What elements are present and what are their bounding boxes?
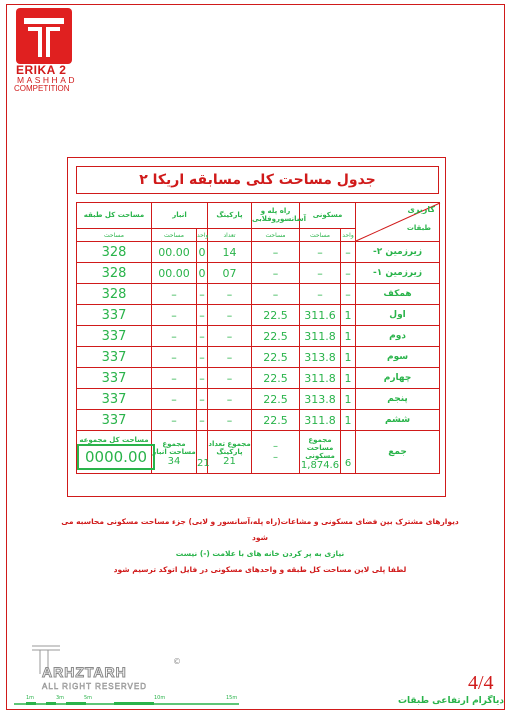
sub-area: مساحت [77,229,152,242]
cell-floor-name: سوم [356,347,440,368]
cell-storage-area: – [152,389,197,410]
cell-res-unit: – [341,284,356,305]
header-usage-floors [356,203,440,242]
cell-parking: – [208,410,252,431]
cell-storage-unit: – [197,326,208,347]
header-residential: مسکونی [300,203,356,229]
summary-parking-value: 21 [223,455,236,467]
note-line-2: نیازی به پر کردن خانه های با علامت (-) نیست [175,549,345,558]
cell-stair: 22.5 [252,326,300,347]
table-title: جدول مساحت کلی مسابقه اریکا ۲ [76,166,439,194]
cell-floor-name: زیرزمین ۲- [356,242,440,263]
cell-res-area: 311.6 [300,305,341,326]
table-row [77,263,440,284]
sub-res-area: مساحت [300,229,341,242]
summary-stair-label: – [273,441,279,452]
cell-storage-area: – [152,368,197,389]
cell-floor-name: دوم [356,326,440,347]
cell-storage-area: 00.00 [152,263,197,284]
cell-parking: – [208,305,252,326]
cell-res-area: – [300,284,341,305]
registered-mark: © [173,657,181,666]
cell-res-unit: 1 [341,347,356,368]
cell-res-unit: – [341,263,356,284]
table-row [77,347,440,368]
table-row [77,368,440,389]
summary-res-area: 1,874.6 [300,459,340,471]
cell-floor-name: زیرزمین ۱- [356,263,440,284]
cell-res-unit: – [341,242,356,263]
summary-res-unit: 6 [341,431,356,474]
header-storage: انبار [152,203,208,229]
erika-logo [16,8,72,64]
header-floors: طبقات [406,224,432,232]
cell-parking: – [208,326,252,347]
cell-res-area: 313.8 [300,347,341,368]
t-logo-icon [16,8,72,64]
table-row [77,326,440,347]
cell-floor-name: چهارم [356,368,440,389]
note-line-1: دیوارهای مشترک بین فضای مسکونی و مشاعات(راه پله،آسانسور و لابی) جزء مساحت مسکونی محاسبه می شود [61,517,459,542]
summary-area-total [77,431,152,474]
cell-storage-area: – [152,305,197,326]
header-area-total: مساحت کل طبقه [77,203,152,229]
cell-parking: – [208,389,252,410]
header-usage: کاربری [407,205,436,214]
cell-res-unit: 1 [341,389,356,410]
scale-label-4: 10m [154,695,166,701]
cell-res-unit: 1 [341,368,356,389]
scale-label-3: 5m [84,695,93,701]
cell-res-area: 311.8 [300,326,341,347]
cell-stair: 22.5 [252,410,300,431]
rights-text: ALL RIGHT RESERVED [42,682,147,691]
summary-storage [152,431,197,474]
cell-parking: 07 [208,263,252,284]
cell-res-unit: 1 [341,305,356,326]
summary-storage-area: 34 [167,455,181,467]
cell-stair: 22.5 [252,389,300,410]
cell-res-area: 313.8 [300,389,341,410]
cell-area: 328 [77,284,152,305]
cell-area: 337 [77,305,152,326]
cell-area: 328 [77,263,152,284]
summary-stair [252,431,300,474]
summary-row [77,431,440,474]
header-stair: راه پله و آسانسوروفلابی [252,203,300,229]
summary-stair-value: – [273,452,279,463]
scale-label-5: 15m [226,695,238,701]
table-row [77,410,440,431]
cell-storage-unit: – [197,347,208,368]
cell-res-area: 311.8 [300,368,341,389]
table-row [77,242,440,263]
brand-line-1: ERIKA 2 [16,63,67,77]
cell-parking: – [208,347,252,368]
summary-storage-label: مجموع مساحت انبار [152,439,196,456]
cell-storage-area: – [152,410,197,431]
cell-floor-name: پنجم [356,389,440,410]
cell-floor-name: همکف [356,284,440,305]
summary-parking-label: مجموع تعداد پارکینگ [208,439,251,456]
summary-parking [208,431,252,474]
cell-storage-unit: 0 [197,242,208,263]
cell-parking: 14 [208,242,252,263]
cell-stair: – [252,242,300,263]
brand-line-3: COMPETITION [14,84,70,93]
cell-stair: 22.5 [252,305,300,326]
cell-stair: 22.5 [252,368,300,389]
cell-res-area: – [300,242,341,263]
cell-floor-name: ششم [356,410,440,431]
cell-storage-area: 00.00 [152,242,197,263]
cell-stair: 22.5 [252,347,300,368]
area-table [76,202,440,474]
scale-label-2: 3m [56,695,65,701]
cell-res-area: 311.8 [300,410,341,431]
summary-label: جمع [356,431,440,474]
summary-area-total-label: مساحت کل مجموعه [79,436,149,444]
note-line-3: لطفا پلی لاین مساحت کل طبقه و واحدهای مسکونی در فایل اتوکد ترسیم شود [113,565,407,574]
sub-storage-unit: واحد [197,229,208,242]
cell-area: 337 [77,410,152,431]
summary-area-total-value: 0000.00 [77,444,155,470]
cell-parking: – [208,368,252,389]
sub-parking-count: تعداد [208,229,252,242]
cell-area: 337 [77,347,152,368]
cell-storage-area: – [152,284,197,305]
table-row [77,389,440,410]
cell-storage-unit: 0 [197,263,208,284]
cell-res-area: – [300,263,341,284]
brand-line-2: MASHHAD [17,75,78,85]
cell-storage-unit: – [197,284,208,305]
page-number: 4/4 [468,672,494,694]
cell-storage-area: – [152,326,197,347]
cell-area: 337 [77,368,152,389]
cell-stair: – [252,284,300,305]
cell-storage-unit: – [197,368,208,389]
cell-area: 337 [77,326,152,347]
cell-parking: – [208,284,252,305]
table-row [77,284,440,305]
cell-floor-name: اول [356,305,440,326]
cell-storage-unit: – [197,389,208,410]
cell-res-unit: 1 [341,326,356,347]
cell-stair: – [252,263,300,284]
scale-label-1: 1m [26,695,35,701]
sub-stair-area: مساحت [252,229,300,242]
table-row [77,305,440,326]
cell-area: 328 [77,242,152,263]
header-parking: پارکینگ [208,203,252,229]
sub-res-unit: واحد [341,229,356,242]
arhztarh-logo-text: ARHZTARH [42,664,127,680]
summary-storage-unit: 21 [197,431,208,474]
cell-res-unit: 1 [341,410,356,431]
cell-area: 337 [77,389,152,410]
cell-storage-unit: – [197,410,208,431]
sheet-title: دیاگرام ارتفاعی طبقات [398,696,504,706]
sub-storage-area: مساحت [152,229,197,242]
scale-bar [14,692,244,712]
cell-storage-unit: – [197,305,208,326]
cell-storage-area: – [152,347,197,368]
summary-res [300,431,341,474]
notes [60,514,460,578]
summary-res-label: مجموع مساحت مسکونی [305,435,335,460]
